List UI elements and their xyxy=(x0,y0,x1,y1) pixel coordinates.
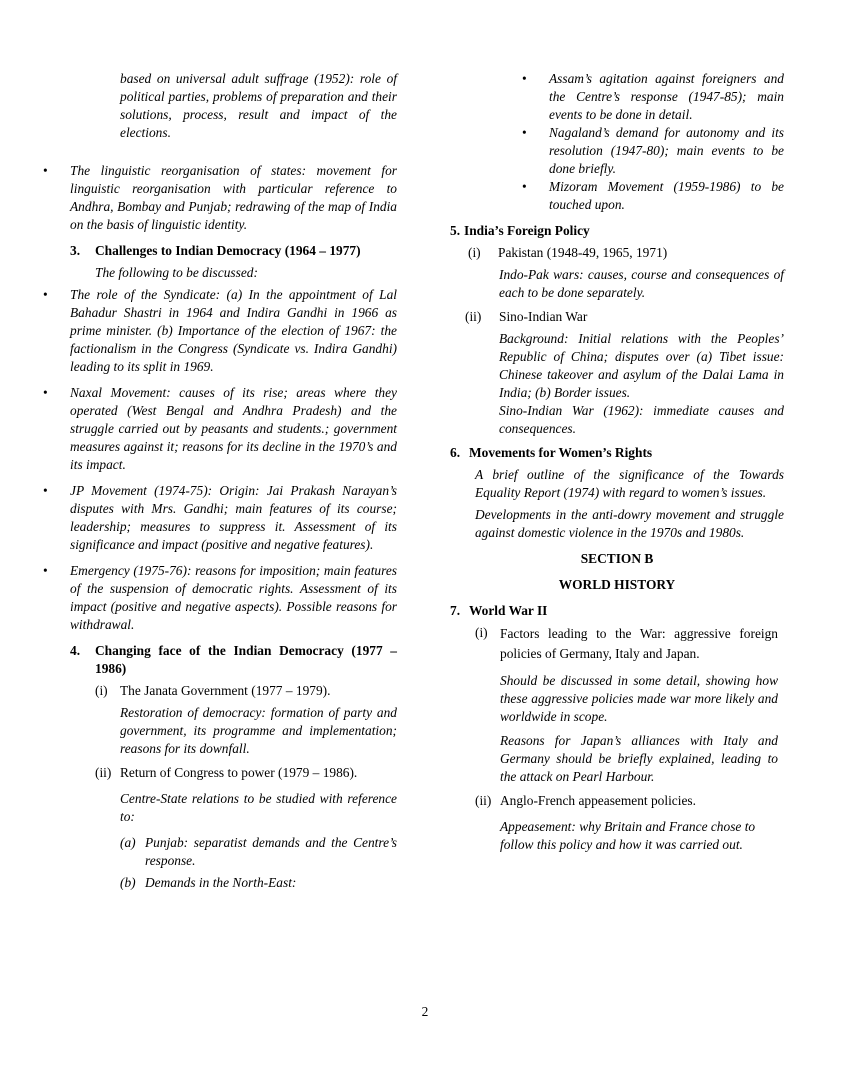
bullet-list xyxy=(70,162,397,234)
bullet-jp-movement: • JP Movement (1974-75): Origin: Jai Prakash Narayan’s disputes with Mrs. Gandhi; main features of its course; leadership; measures to suppress it. Assessment of its significance and impact (positive and negative features). xyxy=(70,482,397,554)
world-history-heading: WORLD HISTORY xyxy=(558,577,676,592)
subsection-ii xyxy=(475,792,784,810)
section-title: World War II xyxy=(469,603,548,618)
subsection-description: Restoration of democracy: formation of party and government, its programme and implementation; reasons for its downfall. xyxy=(120,705,397,756)
section-5-heading xyxy=(450,222,784,240)
section-b-heading: SECTION B xyxy=(580,551,654,566)
item-letter: (a) xyxy=(120,835,136,850)
section-number: 4. xyxy=(70,643,81,658)
subsection-title: Sino-Indian War xyxy=(499,309,588,324)
section-title: Challenges to Indian Democracy (1964 – 1977) xyxy=(95,243,361,258)
section-6-heading xyxy=(450,444,784,462)
subsection-i xyxy=(95,682,397,700)
bullet-mizoram: • Mizoram Movement (1959-1986) to be touched upon. xyxy=(549,178,784,214)
item-text: Punjab: separatist demands and the Centre’s response. xyxy=(145,835,397,868)
item-a xyxy=(120,834,397,870)
bullet-list xyxy=(70,286,397,634)
right-column xyxy=(450,70,784,860)
subsection-description: Reasons for Japan’s alliances with Italy and Germany should be briefly explained, leading to the attack on Pearl Harbour. xyxy=(500,733,778,784)
section-title: Movements for Women’s Rights xyxy=(469,445,653,460)
subsection-title: Factors leading to the War: aggressive foreign policies of Germany, Italy and Japan. xyxy=(500,626,778,661)
subsection-ii xyxy=(465,308,784,326)
section-intro: The following to be discussed: xyxy=(95,265,258,280)
section-title: Changing face of the Indian Democracy (1977 – 1986) xyxy=(95,643,397,676)
section-3-heading xyxy=(70,242,397,260)
subsection-description: Background: Initial relations with the Peoples’ Republic of China; disputes over (a) Tibet issue: Chinese takeover and asylum of the Dalai Lama in India; (b) Border issues. xyxy=(499,331,784,400)
subsection-number: (ii) xyxy=(465,309,482,324)
section-number: 5. xyxy=(450,223,461,238)
subsection-title: Anglo-French appeasement policies. xyxy=(500,793,696,808)
subsection-i xyxy=(475,624,778,664)
section-title: India’s Foreign Policy xyxy=(464,223,590,238)
page-number: 2 xyxy=(421,1004,429,1019)
left-column xyxy=(70,70,397,896)
bullet-list xyxy=(549,70,784,214)
section-paragraph: A brief outline of the significance of the Towards Equality Report (1974) with regard to women’s issues. xyxy=(475,467,784,500)
subsection-description: Should be discussed in some detail, showing how these aggressive policies made war more likely and worldwide in scope. xyxy=(500,673,778,724)
bullet-emergency: • Emergency (1975-76): reasons for imposition; main features of the suspension of democratic rights. Assessment of its impact (positive and negative aspects). Possible reasons for withdrawal. xyxy=(70,562,397,634)
bullet-linguistic-reorganisation: • The linguistic reorganisation of states: movement for linguistic reorganisation with particular reference to Andhra, Bombay and Punjab; redrawing of the map of India on the basis of linguistic identity. xyxy=(70,162,397,234)
subsection-description: Appeasement: why Britain and France chose to follow this policy and how it was carried out. xyxy=(500,819,756,852)
subsection-number: (i) xyxy=(475,625,488,640)
section-number: 6. xyxy=(450,445,461,460)
section-number: 3. xyxy=(70,243,81,258)
bullet-syndicate: • The role of the Syndicate: (a) In the appointment of Lal Bahadur Shastri in 1964 and Indira Gandhi in 1966 as prime minister. (b) Importance of the election of 1967: the factionalism in the Congress (Syndicate vs. Indira Gandhi) leading to its split in 1969. xyxy=(70,286,397,376)
section-paragraph: Developments in the anti-dowry movement and struggle against domestic violence in the 1970s and 1980s. xyxy=(475,507,784,540)
item-b xyxy=(120,874,397,892)
bullet-nagaland: • Nagaland’s demand for autonomy and its resolution (1947-80); main events to be done briefly. xyxy=(549,124,784,178)
subsection-description: Indo-Pak wars: causes, course and consequences of each to be done separately. xyxy=(499,267,784,300)
section-number: 7. xyxy=(450,603,461,618)
subsection-number: (i) xyxy=(95,683,108,698)
subsection-number: (ii) xyxy=(95,765,112,780)
subsection-number: (ii) xyxy=(475,793,492,808)
section-7-heading xyxy=(450,602,784,620)
continued-paragraph: based on universal adult suffrage (1952): role of political parties, problems of preparation and their solutions, process, result and impact of the elections. xyxy=(120,71,397,140)
subsection-title: Return of Congress to power (1979 – 1986). xyxy=(120,765,358,780)
section-4-heading xyxy=(70,642,397,678)
subsection-title: Pakistan (1948-49, 1965, 1971) xyxy=(498,245,668,260)
subsection-i xyxy=(468,244,784,262)
item-text: Demands in the North-East: xyxy=(145,875,297,890)
subsection-title: The Janata Government (1977 – 1979). xyxy=(120,683,331,698)
item-letter: (b) xyxy=(120,875,136,890)
subsection-description: Sino-Indian War (1962): immediate causes and consequences. xyxy=(499,403,784,436)
subsection-ii xyxy=(95,764,397,782)
bullet-naxal-movement: • Naxal Movement: causes of its rise; areas where they operated (West Bengal and Andhra Pradesh) and the struggle carried out by peasants and students.; government measures against it; reasons for its decline in the 1970’s and its impact. xyxy=(70,384,397,474)
subsection-number: (i) xyxy=(468,245,481,260)
bullet-assam: • Assam’s agitation against foreigners and the Centre’s response (1947-85); main events to be done in detail. xyxy=(549,70,784,124)
subsection-description: Centre-State relations to be studied with reference to: xyxy=(120,791,397,824)
